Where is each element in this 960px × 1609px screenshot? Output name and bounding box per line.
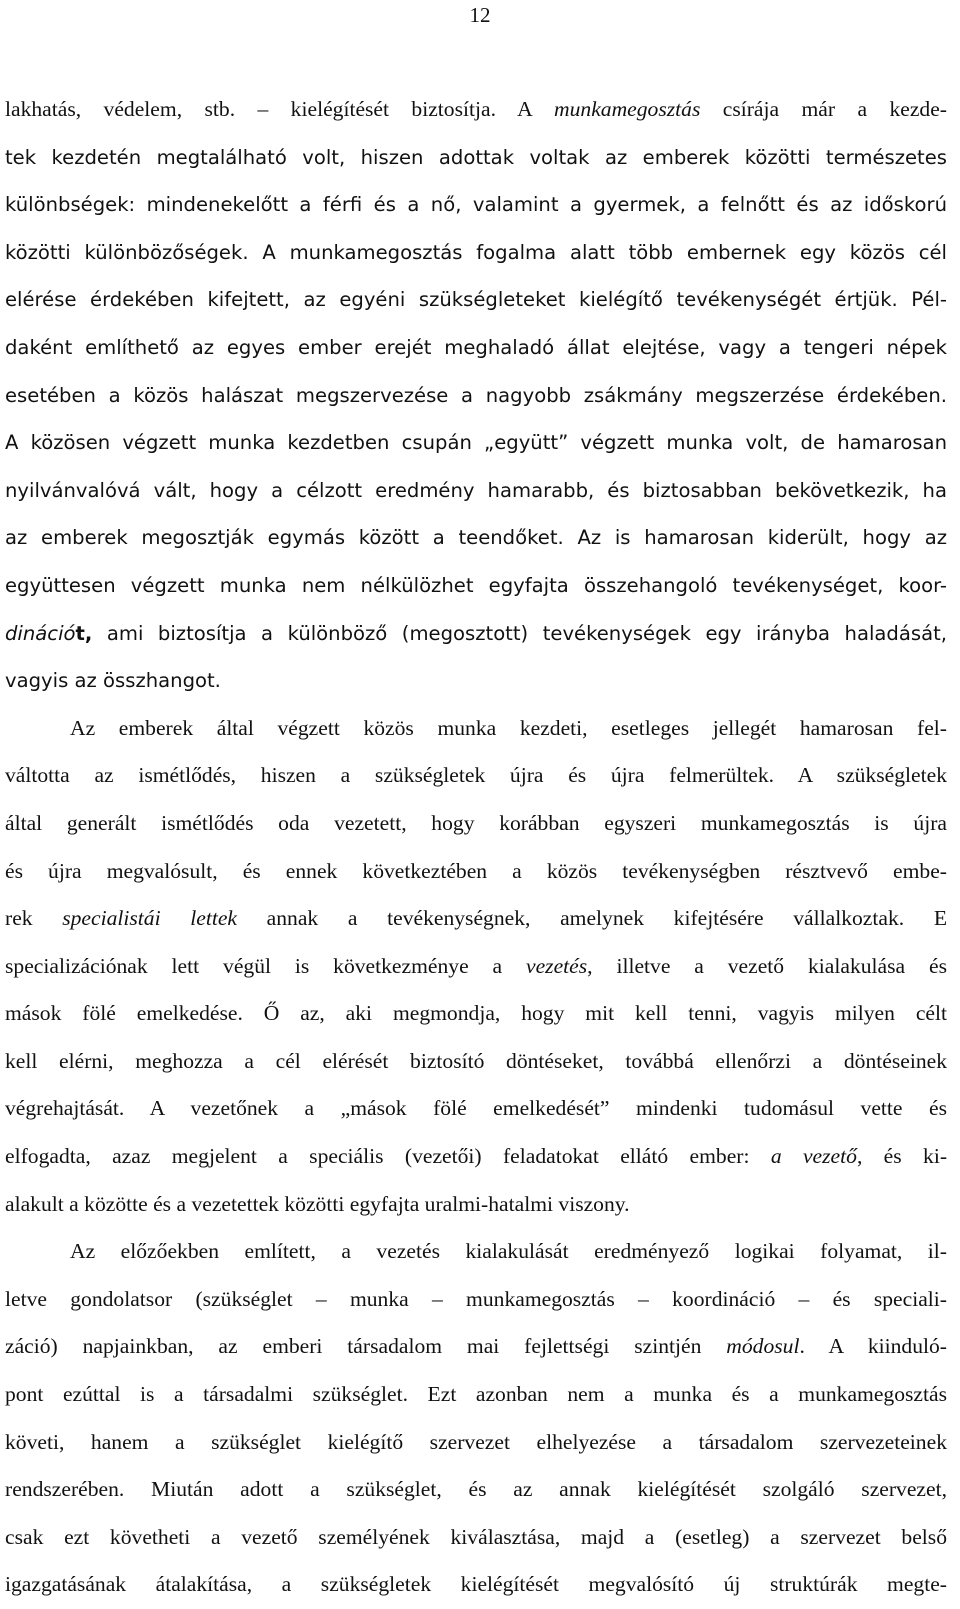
text-segment: letve gondolatsor (szükséglet – munka – munkamegosztás – koordináció – és speciali- (5, 1286, 947, 1311)
text-segment: közötti különbözőségek. A munkamegosztás fogalma alatt több embernek egy közös cél (5, 240, 947, 264)
text-segment: végrehajtását. A vezetőnek a „mások fölé emelkedését” mindenki tudomásul vette és (5, 1096, 947, 1121)
text-segment: ami biztosítja a különböző (megosztott) tevékenységek egy irányba haladását, (92, 621, 947, 645)
text-segment: lakhatás, védelem, stb. – kielégítését biztosítja. A (5, 97, 554, 121)
text-segment: váltotta az ismétlődés, hiszen a szükségletek újra és újra felmerültek. A szükségletek (5, 763, 947, 788)
text-segment: az emberek megosztják egymás között a teendőket. Az is hamarosan kiderült, hogy az (5, 526, 947, 550)
text-segment: esetében a közös halászat megszervezése a nagyobb zsákmány megszerzése érdekében. (5, 383, 947, 407)
text-line (5, 372, 947, 420)
text-line (5, 1133, 947, 1181)
text-segment: rek (5, 906, 63, 931)
text-line (5, 752, 947, 800)
text-line (5, 514, 947, 562)
text-line (5, 800, 947, 848)
text-segment: alakult a közötte és a vezetettek közötti egyfajta uralmi-hatalmi viszony. (5, 1191, 630, 1216)
text-line (5, 1371, 947, 1419)
text-segment: mások fölé emelkedése. Ő az, aki megmondja, hogy mit kell tenni, vagyis milyen célt (5, 1001, 947, 1026)
text-segment: elfogadta, azaz megjelent a speciális (vezetői) feladatokat ellátó ember: (5, 1144, 771, 1169)
emphasized-text: módosul (726, 1334, 800, 1359)
text-line (5, 181, 947, 229)
text-segment: pont ezúttal is a társadalmi szükséglet. Ezt azonban nem a munka és a munkamegosztás (5, 1382, 947, 1407)
text-segment: különbségek: mindenekelőtt a férfi és a nő, valamint a gyermek, a felnőtt és az időskorú (5, 193, 947, 217)
text-line (5, 229, 947, 277)
text-line (5, 848, 947, 896)
text-line (5, 610, 947, 658)
text-segment: . A kiinduló- (799, 1334, 947, 1359)
text-segment: csírája már a kezde- (700, 97, 947, 121)
text-line (5, 1276, 947, 1324)
emphasized-text: dináció (5, 621, 76, 645)
text-segment: Az előzőekben említett, a vezetés kialakulását eredményező logikai folyamat, il- (70, 1239, 947, 1264)
page-number: 12 (469, 3, 491, 27)
text-line (5, 1181, 947, 1229)
text-line (5, 324, 947, 372)
text-line (5, 1085, 947, 1133)
text-line (5, 895, 947, 943)
text-segment: A közösen végzett munka kezdetben csupán „együtt” végzett munka volt, de hamarosan (5, 431, 947, 455)
text-line (5, 943, 947, 991)
text-segment: tek kezdetén megtalálható volt, hiszen adottak voltak az emberek közötti természetes (5, 145, 947, 169)
text-segment: által generált ismétlődés oda vezetett, hogy korábban egyszeri munkamegosztás is újra (5, 810, 947, 835)
emphasized-text: munkamegosztás (554, 97, 701, 121)
text-segment: követi, hanem a szükséglet kielégítő szervezet elhelyezése a társadalom szervezeteinek (5, 1429, 947, 1454)
text-line (5, 1038, 947, 1086)
text-segment: és újra megvalósult, és ennek következtében a közös tevékenységben résztvevő embe- (5, 858, 947, 883)
text-line (5, 86, 947, 134)
emphasized-text: vezetés (526, 953, 588, 978)
text-line (5, 276, 947, 324)
text-line (5, 657, 947, 705)
text-line (5, 705, 947, 753)
text-segment: Az emberek által végzett közös munka kezdeti, esetleges jellegét hamarosan fel- (70, 715, 947, 740)
text-segment: nyilvánvalóvá vált, hogy a célzott eredmény hamarabb, és biztosabban bekövetkezik, ha (5, 478, 947, 502)
text-line (5, 1419, 947, 1467)
bold-text: t, (75, 621, 93, 645)
text-segment: rendszerében. Miután adott a szükséglet, és az annak kielégítését szolgáló szervezet, (5, 1477, 947, 1502)
text-line (5, 1561, 947, 1609)
text-segment: záció) napjainkban, az emberi társadalom mai fejlettségi szintjén (5, 1334, 727, 1359)
text-line (5, 1514, 947, 1562)
text-segment: együttesen végzett munka nem nélkülözhet egyfajta összehangoló tevékenységet, koor- (5, 573, 947, 597)
text-line (5, 467, 947, 515)
body-text (5, 86, 947, 1609)
text-segment: elérése érdekében kifejtett, az egyéni szükségleteket kielégítő tevékenységét értjük. Pél- (5, 288, 947, 312)
text-line (5, 562, 947, 610)
emphasized-text: specialistái lettek (62, 906, 238, 931)
text-line (5, 419, 947, 467)
text-line (5, 990, 947, 1038)
text-segment: vagyis az összhangot. (5, 669, 221, 693)
text-segment: , és ki- (856, 1144, 948, 1169)
text-line (5, 1466, 947, 1514)
text-segment: igazgatásának átalakítása, a szükségletek kielégítését megvalósító új struktúrák megte- (5, 1572, 947, 1597)
text-segment: csak ezt követheti a vezető személyének kiválasztása, majd a (esetleg) a szervezet belső (5, 1524, 947, 1549)
text-segment: specializációnak lett végül is következménye a (5, 953, 527, 978)
text-segment: , illetve a vezető kialakulása és (587, 953, 947, 978)
emphasized-text: a vezető (770, 1144, 857, 1169)
text-segment: daként említhető az egyes ember erejét meghaladó állat elejtése, vagy a tengeri népek (5, 335, 947, 359)
text-segment: annak a tevékenységnek, amelynek kifejtésére vállalkoztak. E (237, 906, 948, 931)
text-line (5, 1323, 947, 1371)
text-segment: kell elérni, meghozza a cél elérését biztosító döntéseket, továbbá ellenőrzi a döntéseinek (5, 1048, 947, 1073)
text-line (5, 134, 947, 182)
text-line (5, 1228, 947, 1276)
